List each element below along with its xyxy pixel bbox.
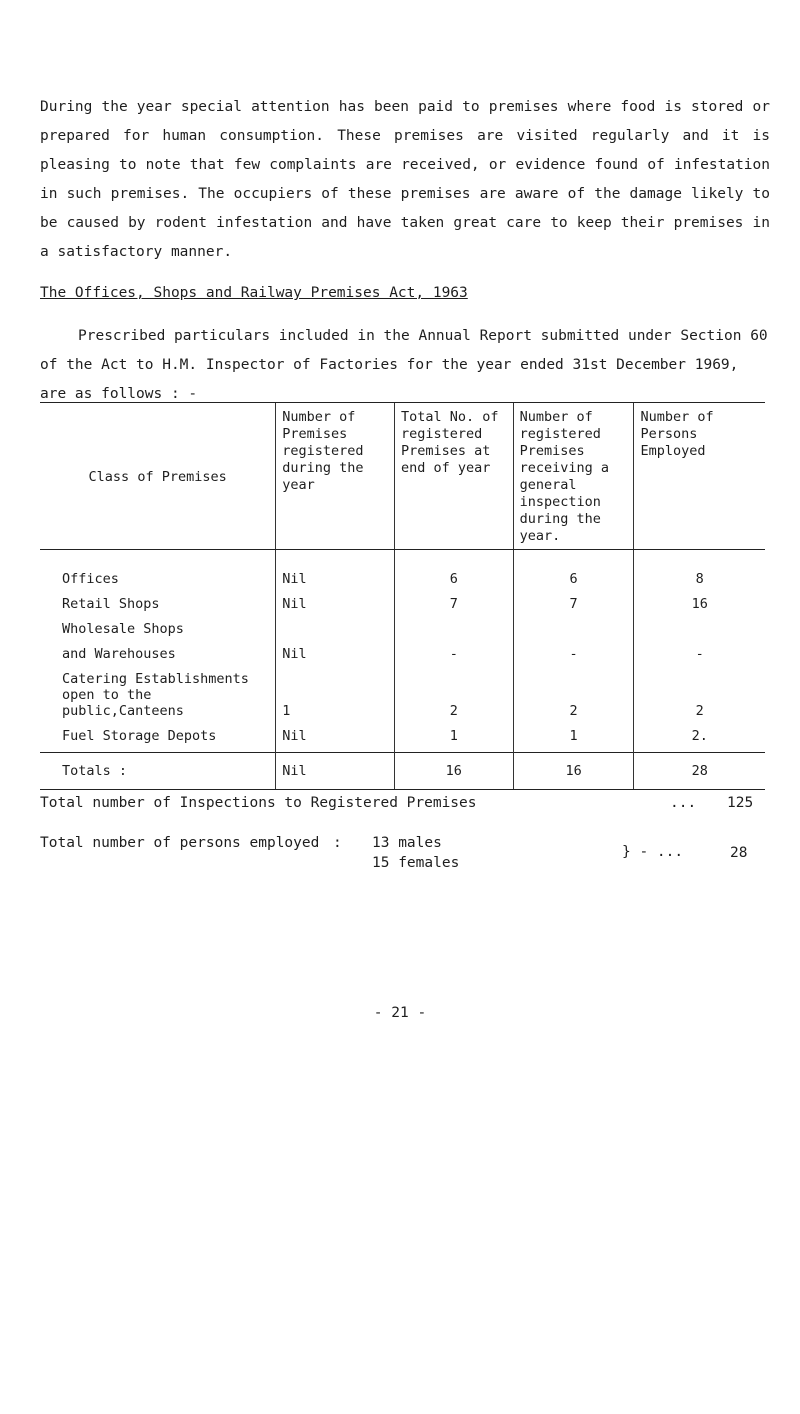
totals-inspected: 16 [513, 753, 634, 790]
cell-total [394, 662, 513, 687]
cell-persons: - [634, 637, 765, 662]
cell-persons: 2. [634, 719, 765, 753]
header-inspections: Number of registered Premises receiving a general inspection during the year. [513, 403, 634, 550]
cell-registered: Nil [276, 587, 395, 612]
table-row [40, 587, 765, 612]
cell-total: 1 [394, 719, 513, 753]
persons-summary [40, 835, 780, 875]
cell-inspected [513, 662, 634, 687]
premises-table [40, 402, 765, 790]
cell-persons: 8 [634, 550, 765, 588]
cell-persons: 16 [634, 587, 765, 612]
cell-class: Retail Shops [62, 596, 160, 612]
totals-registered: Nil [276, 753, 395, 790]
inspections-value: 125 [727, 795, 754, 811]
cell-total: 6 [394, 550, 513, 588]
cell-class: Catering Establishments [62, 671, 249, 687]
table-row [40, 662, 765, 687]
cell-persons: 2 [634, 687, 765, 719]
cell-registered: 1 [276, 687, 395, 719]
header-class: Class of Premises [40, 403, 276, 550]
inspections-summary [40, 795, 780, 835]
table-row [40, 612, 765, 637]
cell-inspected: 7 [513, 587, 634, 612]
inspections-dots: ... [670, 795, 697, 811]
cell-registered: Nil [276, 637, 395, 662]
header-total-registered: Total No. of registered Premises at end of year [394, 403, 513, 550]
cell-inspected: 1 [513, 719, 634, 753]
cell-class: Wholesale Shops [62, 621, 184, 637]
cell-inspected: - [513, 637, 634, 662]
cell-class: and Warehouses [62, 646, 176, 662]
table-header-row [40, 403, 765, 550]
table-row [40, 637, 765, 662]
cell-class: Offices [62, 571, 119, 587]
intro-paragraph: During the year special attention has been paid to premises where food is stored or prepared for human consumption. These premises are visited regularly and it is pleasing to note that few complaints are received, or evidence found of infestation in such premises. The occupiers of these premises are aware of the damage likely to be caused by rodent infestation and have taken great care to keep their premises in a satisfactory manner. [40, 99, 770, 260]
females-count: 15 females [372, 855, 460, 871]
cell-registered: Nil [276, 719, 395, 753]
cell-registered [276, 662, 395, 687]
cell-inspected: 2 [513, 687, 634, 719]
persons-brace: } - ... [622, 844, 684, 860]
cell-persons [634, 662, 765, 687]
table-row [40, 719, 765, 753]
cell-total [394, 612, 513, 637]
males-count: 13 males [372, 835, 442, 851]
cell-total: - [394, 637, 513, 662]
persons-value: 28 [730, 845, 748, 861]
cell-registered [276, 612, 395, 637]
cell-total: 2 [394, 687, 513, 719]
table-row [40, 550, 765, 588]
totals-label: Totals : [40, 753, 276, 790]
totals-total: 16 [394, 753, 513, 790]
totals-row [40, 753, 765, 790]
persons-label: Total number of persons employed [40, 835, 320, 851]
cell-registered: Nil [276, 550, 395, 588]
page-number: - 21 - [373, 1005, 427, 1021]
cell-inspected: 6 [513, 550, 634, 588]
inspections-label: Total number of Inspections to Registered Premises [40, 795, 477, 811]
header-registered-during-year: Number of Premises registered during the year [276, 403, 395, 550]
cell-total: 7 [394, 587, 513, 612]
section-intro: Prescribed particulars included in the Annual Report submitted under Section 60 of the Act to H.M. Inspector of Factories for the year ended 31st December 1969, are as follows : - [40, 328, 768, 402]
table-row [40, 687, 765, 719]
cell-class: Fuel Storage Depots [62, 728, 217, 744]
header-persons-employed: Number of Persons Employed [634, 403, 765, 550]
summary-block [40, 795, 780, 875]
totals-persons: 28 [634, 753, 765, 790]
section-heading: The Offices, Shops and Railway Premises Act, 1963 [40, 285, 468, 301]
cell-persons [634, 612, 765, 637]
persons-colon: : [333, 835, 342, 851]
cell-inspected [513, 612, 634, 637]
cell-class: open to the public,Canteens [62, 687, 184, 719]
